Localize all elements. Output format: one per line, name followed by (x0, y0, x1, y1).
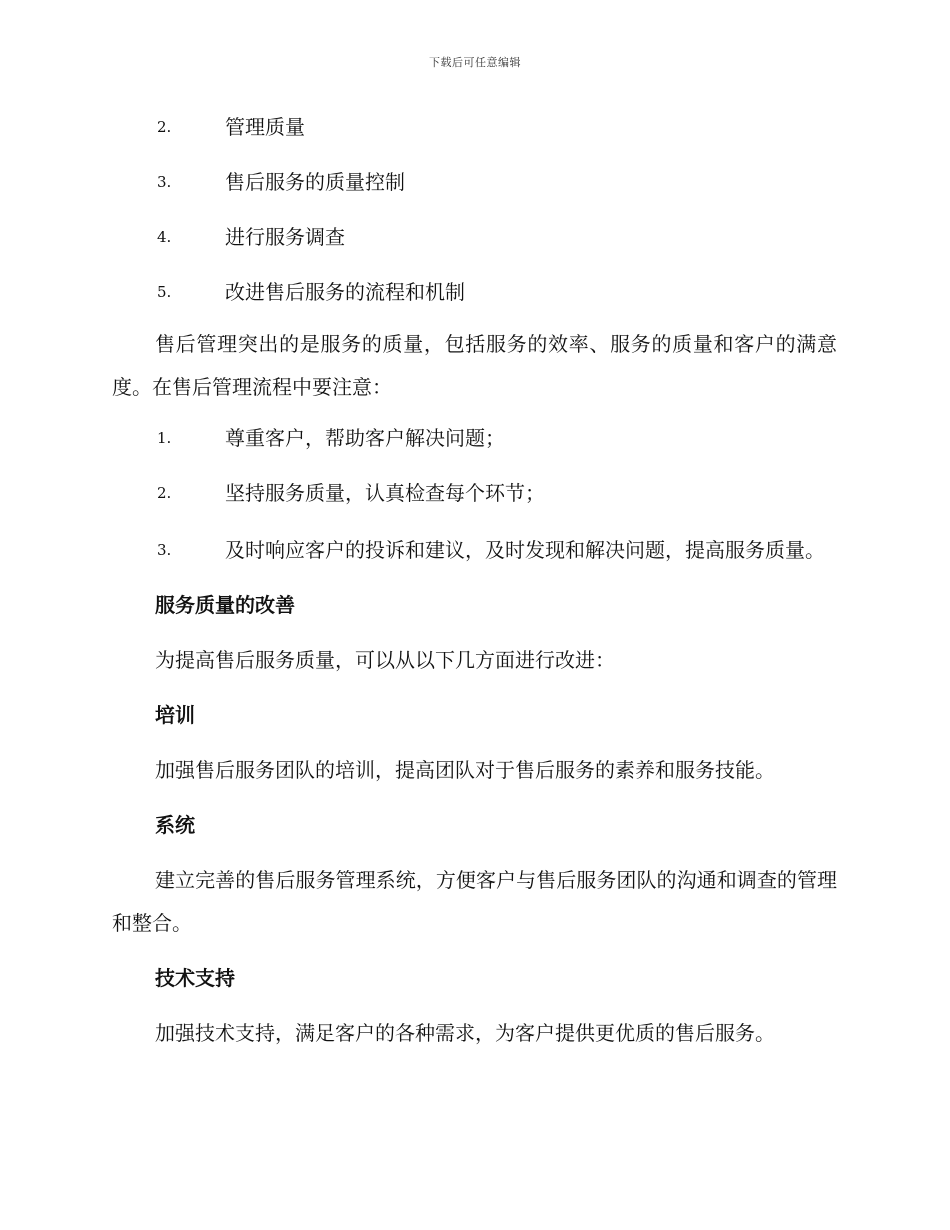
paragraph: 加强售后服务团队的培训，提高团队对于售后服务的素养和服务技能。 (155, 758, 775, 782)
paragraph: 建立完善的售后服务管理系统，方便客户与售后服务团队的沟通和调查的管理和整合。 (112, 868, 837, 935)
list-item (112, 529, 837, 572)
section-heading: 培训 (155, 703, 195, 727)
list-item-number: 5. (157, 283, 172, 301)
list-item-text: 售后服务的质量控制 (225, 170, 405, 194)
page-header: 下载后可任意编辑 (429, 56, 521, 69)
paragraph: 为提高售后服务质量，可以从以下几方面进行改进： (155, 648, 615, 672)
list-item-number: 1. (157, 429, 172, 447)
list-item-text: 及时响应客户的投诉和建议，及时发现和解决问题，提高服务质量。 (225, 538, 825, 562)
list-item-text: 管理质量 (225, 115, 305, 139)
paragraph: 加强技术支持，满足客户的各种需求，为客户提供更优质的售后服务。 (155, 1021, 775, 1045)
list-item-number: 3. (157, 173, 172, 191)
document-body (112, 108, 837, 1067)
list-item-text: 尊重客户，帮助客户解决问题； (225, 426, 505, 450)
list-item-number: 4. (157, 228, 172, 246)
list-item (112, 218, 837, 273)
list-item-number: 3. (157, 541, 172, 559)
list-item-text: 进行服务调查 (225, 225, 345, 249)
list-item (112, 419, 837, 474)
section-heading: 系统 (155, 813, 195, 837)
section-heading: 服务质量的改善 (155, 593, 295, 617)
list-item-text: 改进售后服务的流程和机制 (225, 280, 465, 304)
list-item (112, 273, 837, 323)
paragraph-attention: 售后管理突出的是服务的质量，包括服务的效率、服务的质量和客户的满意度。在售后管理流程中要注意： (112, 332, 837, 399)
list-item-number: 2. (157, 484, 172, 502)
list-item (112, 108, 837, 163)
list-item-number: 2. (157, 118, 172, 136)
list-item (112, 474, 837, 529)
list-item-text: 坚持服务质量，认真检查每个环节； (225, 481, 545, 505)
section-heading: 技术支持 (155, 966, 235, 990)
list-item (112, 163, 837, 218)
